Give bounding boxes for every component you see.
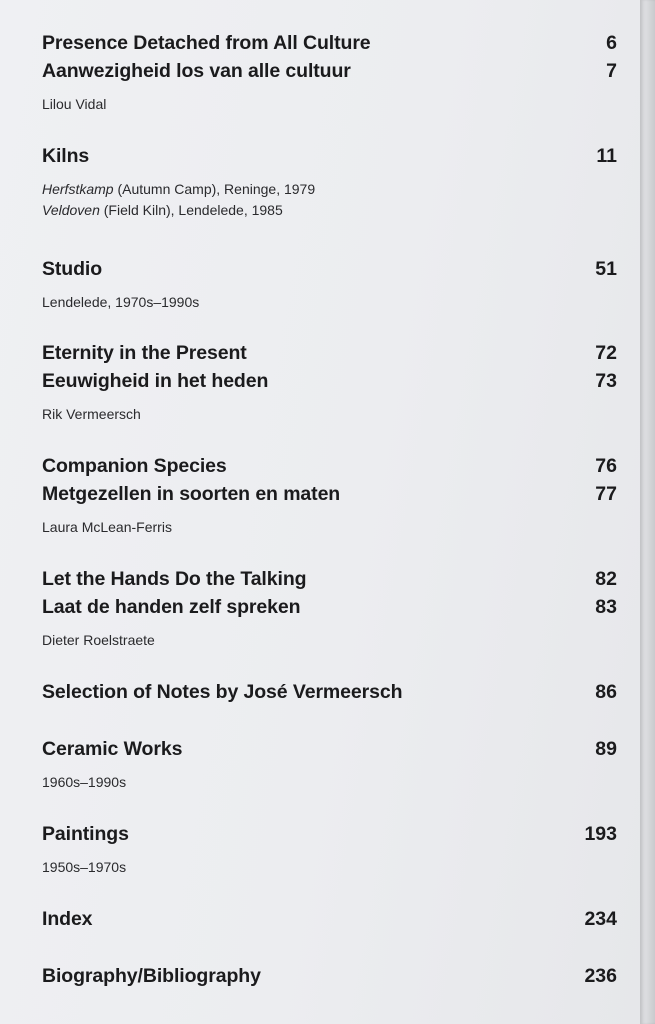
toc-title: Studio xyxy=(42,258,103,280)
toc-author: Lilou Vidal xyxy=(42,96,107,112)
toc-title: Paintings xyxy=(42,823,129,845)
toc-title: Laat de handen zelf spreken xyxy=(42,596,301,618)
toc-title: Biography/Bibliography xyxy=(42,965,261,987)
toc-row xyxy=(42,965,617,993)
toc-subtitle: 1950s–1970s xyxy=(42,859,127,875)
toc-entry xyxy=(42,823,617,878)
toc-row xyxy=(42,32,617,60)
toc-subtitle: Lendelede, 1970s–1990s xyxy=(42,294,200,310)
toc-entry xyxy=(42,32,617,115)
toc-entry xyxy=(42,738,617,793)
work-details: (Field Kiln), Lendelede, 1985 xyxy=(99,202,283,218)
toc-author: Dieter Roelstraete xyxy=(42,632,155,648)
toc-title: Metgezellen in soorten en maten xyxy=(42,483,341,505)
toc-entry xyxy=(42,568,617,651)
toc-page-number: 86 xyxy=(595,681,617,703)
toc-row xyxy=(42,823,617,851)
toc-entry xyxy=(42,342,617,425)
toc-page-number: 11 xyxy=(596,145,617,167)
toc-row xyxy=(42,483,617,511)
toc-title: Ceramic Works xyxy=(42,738,183,760)
toc-row xyxy=(42,596,617,624)
page-edge xyxy=(640,0,655,1024)
toc-work-line xyxy=(42,200,617,221)
toc-page-number: 73 xyxy=(595,370,617,392)
toc-row xyxy=(42,145,617,173)
toc-author: Rik Vermeersch xyxy=(42,406,141,422)
toc-row xyxy=(42,370,617,398)
toc-work-line xyxy=(42,179,617,200)
work-details: (Autumn Camp), Reninge, 1979 xyxy=(113,181,316,197)
toc-title: Let the Hands Do the Talking xyxy=(42,568,307,590)
toc-row xyxy=(42,568,617,596)
toc-title: Eeuwigheid in het heden xyxy=(42,370,269,392)
toc-title: Aanwezigheid los van alle cultuur xyxy=(42,60,351,82)
toc-row xyxy=(42,681,617,709)
toc-entry xyxy=(42,681,617,709)
toc-page-number: 89 xyxy=(595,738,617,760)
toc-row xyxy=(42,60,617,88)
toc-row xyxy=(42,738,617,766)
toc-page-number: 76 xyxy=(595,455,617,477)
toc-title: Companion Species xyxy=(42,455,227,477)
toc-page-number: 51 xyxy=(595,258,617,280)
toc-row xyxy=(42,455,617,483)
toc-title: Eternity in the Present xyxy=(42,342,247,364)
toc-entry xyxy=(42,258,617,313)
toc-page-number: 234 xyxy=(584,908,617,930)
toc-entry xyxy=(42,965,617,993)
toc-page-number: 7 xyxy=(606,60,617,82)
toc-row xyxy=(42,258,617,286)
toc-title: Kilns xyxy=(42,145,90,167)
toc-row xyxy=(42,908,617,936)
toc-page-number: 236 xyxy=(584,965,617,987)
toc-title: Presence Detached from All Culture xyxy=(42,32,371,54)
toc-title: Index xyxy=(42,908,93,930)
toc-page-number: 193 xyxy=(584,823,617,845)
toc-author: Laura McLean-Ferris xyxy=(42,519,172,535)
toc-subtitle: 1960s–1990s xyxy=(42,774,127,790)
toc-page-number: 6 xyxy=(606,32,617,54)
toc-entry xyxy=(42,145,617,221)
toc-row xyxy=(42,342,617,370)
toc-page-number: 82 xyxy=(595,568,617,590)
toc-page-number: 83 xyxy=(595,596,617,618)
work-title-italic: Herfstkamp xyxy=(42,181,114,197)
work-title-italic: Veldoven xyxy=(42,202,100,218)
toc-entry xyxy=(42,455,617,538)
toc-title: Selection of Notes by José Vermeersch xyxy=(42,681,403,703)
toc-page-number: 72 xyxy=(595,342,617,364)
toc-entry xyxy=(42,908,617,936)
toc-page-number: 77 xyxy=(595,483,617,505)
